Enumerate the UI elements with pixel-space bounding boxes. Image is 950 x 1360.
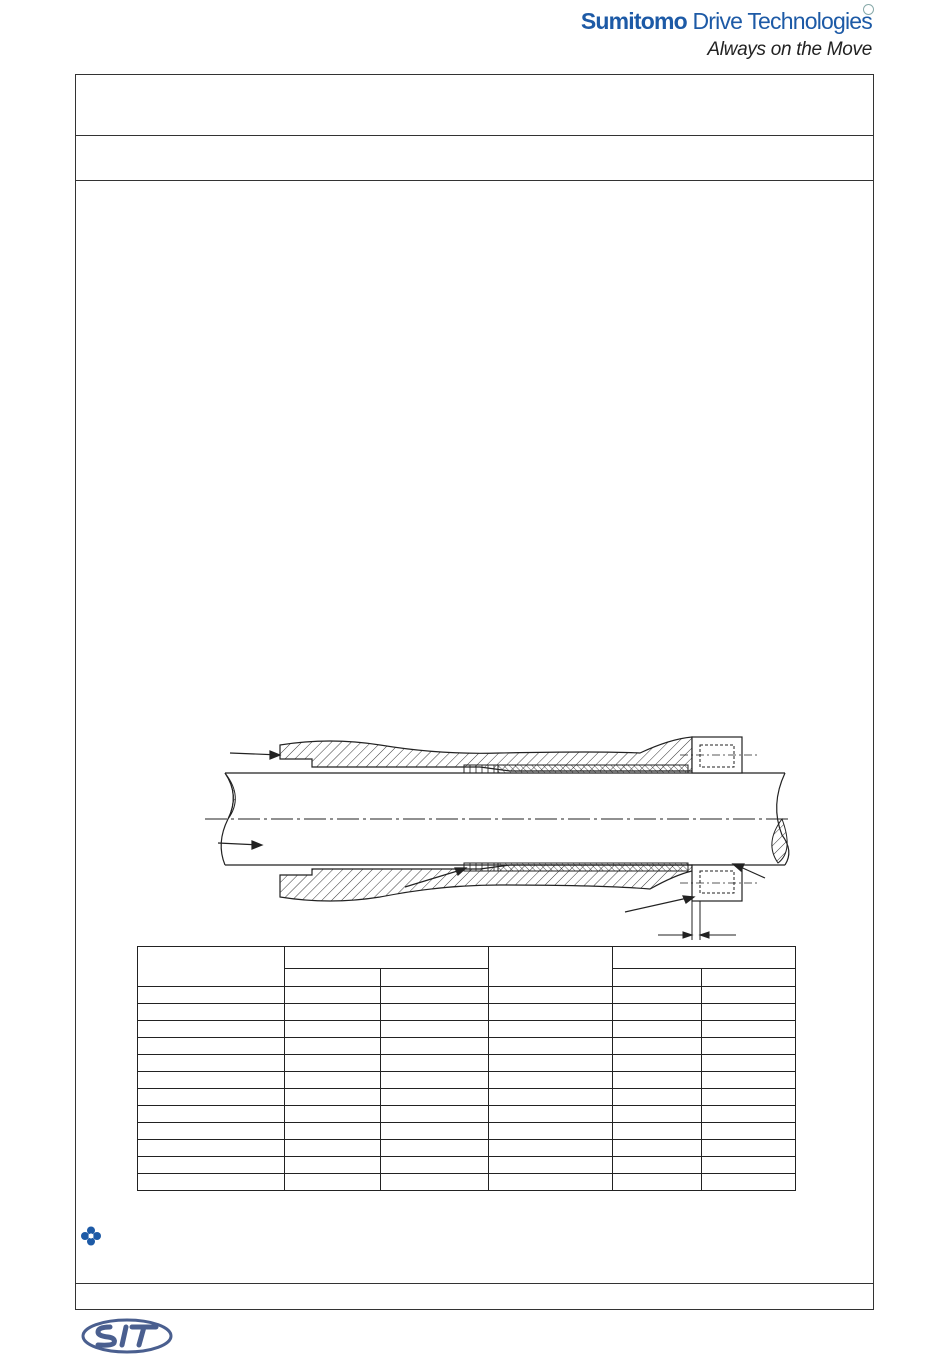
table-cell <box>381 1004 489 1021</box>
table-row <box>138 987 796 1004</box>
table-row <box>138 1021 796 1038</box>
table-cell <box>381 1072 489 1089</box>
table-cell <box>613 1157 702 1174</box>
table-cell <box>138 1140 285 1157</box>
table-cell <box>702 1072 796 1089</box>
table-cell <box>489 1174 613 1191</box>
table-cell <box>489 1021 613 1038</box>
table-cell <box>138 1089 285 1106</box>
brand-name-light: Drive Technologies <box>692 8 872 34</box>
flower-bullet-icon <box>80 1226 102 1246</box>
table-cell <box>702 1123 796 1140</box>
table-cell <box>381 1021 489 1038</box>
table-cell <box>285 1106 381 1123</box>
table-cell <box>489 1038 613 1055</box>
sit-logo-icon <box>80 1318 174 1354</box>
table-cell <box>702 1021 796 1038</box>
table-subheader-cell <box>381 969 489 987</box>
table-cell <box>702 1106 796 1123</box>
table-cell <box>613 1140 702 1157</box>
table-row <box>138 1123 796 1140</box>
table-cell <box>702 1004 796 1021</box>
table-cell <box>285 1174 381 1191</box>
brand-header <box>581 8 872 61</box>
table-subheader-cell <box>702 969 796 987</box>
footer-divider <box>76 1283 873 1284</box>
table-cell <box>285 1038 381 1055</box>
table-cell <box>381 1157 489 1174</box>
table-row <box>138 1174 796 1191</box>
table-cell <box>138 1055 285 1072</box>
table-cell <box>489 987 613 1004</box>
table-cell <box>613 1123 702 1140</box>
table-row <box>138 1055 796 1072</box>
registered-mark-icon <box>863 4 874 15</box>
table-cell <box>381 1089 489 1106</box>
table-cell <box>613 1174 702 1191</box>
table-cell <box>613 1072 702 1089</box>
table-cell <box>138 987 285 1004</box>
table-cell <box>489 1004 613 1021</box>
table-cell <box>285 1021 381 1038</box>
table-cell <box>381 1123 489 1140</box>
table-row <box>138 1004 796 1021</box>
table-row <box>138 1106 796 1123</box>
table-cell <box>138 1174 285 1191</box>
table-cell <box>702 987 796 1004</box>
table-header-cell <box>138 947 285 987</box>
table-cell <box>285 1089 381 1106</box>
table-header-cell <box>489 947 613 987</box>
table-header-cell <box>285 947 489 969</box>
brand-logo <box>581 8 872 35</box>
table-cell <box>285 1072 381 1089</box>
brand-name-bold: Sumitomo <box>580 8 687 34</box>
table-cell <box>613 1106 702 1123</box>
table-cell <box>138 1123 285 1140</box>
table-cell <box>138 1157 285 1174</box>
table-cell <box>489 1055 613 1072</box>
table-cell <box>702 1140 796 1157</box>
table-cell <box>138 1038 285 1055</box>
table-cell <box>613 1021 702 1038</box>
table-cell <box>381 1106 489 1123</box>
table-subheader-cell <box>613 969 702 987</box>
table-cell <box>489 1072 613 1089</box>
table-cell <box>489 1140 613 1157</box>
table-row <box>138 1157 796 1174</box>
table-cell <box>702 1055 796 1072</box>
table-subheader-cell <box>285 969 381 987</box>
table-cell <box>702 1038 796 1055</box>
table-cell <box>613 1055 702 1072</box>
subtitle-divider <box>76 180 873 181</box>
table-cell <box>285 987 381 1004</box>
table-cell <box>489 1123 613 1140</box>
table-cell <box>381 1140 489 1157</box>
dimension-table <box>137 946 796 1191</box>
table-cell <box>489 1106 613 1123</box>
table-cell <box>702 1157 796 1174</box>
table-cell <box>702 1089 796 1106</box>
table-cell <box>285 1157 381 1174</box>
table-cell <box>381 1038 489 1055</box>
shrink-disc-drawing <box>180 725 800 945</box>
table-row <box>138 1038 796 1055</box>
table-cell <box>285 1140 381 1157</box>
upper-inner-ring <box>498 765 688 773</box>
table-body <box>138 987 796 1191</box>
table-row <box>138 1140 796 1157</box>
table-cell <box>702 1174 796 1191</box>
table-header-cell <box>613 947 796 969</box>
brand-tagline: Always on the Move <box>707 39 872 60</box>
shaft-left-break-hatch <box>225 773 235 819</box>
table-cell <box>489 1089 613 1106</box>
table-cell <box>138 1004 285 1021</box>
table-cell <box>285 1055 381 1072</box>
table-row <box>138 1089 796 1106</box>
table-cell <box>285 1123 381 1140</box>
shaft-right-break-hatch <box>772 819 787 863</box>
title-divider <box>76 135 873 136</box>
table-cell <box>381 987 489 1004</box>
table-cell <box>138 1072 285 1089</box>
table-cell <box>285 1004 381 1021</box>
table-cell <box>613 1004 702 1021</box>
table-cell <box>613 987 702 1004</box>
table-cell <box>381 1174 489 1191</box>
table-cell <box>613 1089 702 1106</box>
table-row <box>138 1072 796 1089</box>
lower-inner-ring <box>498 863 688 871</box>
table-cell <box>489 1157 613 1174</box>
table-header-row <box>138 947 796 969</box>
table-cell <box>138 1106 285 1123</box>
table-cell <box>381 1055 489 1072</box>
gap-dimension <box>658 901 736 940</box>
table-cell <box>613 1038 702 1055</box>
table-cell <box>138 1021 285 1038</box>
